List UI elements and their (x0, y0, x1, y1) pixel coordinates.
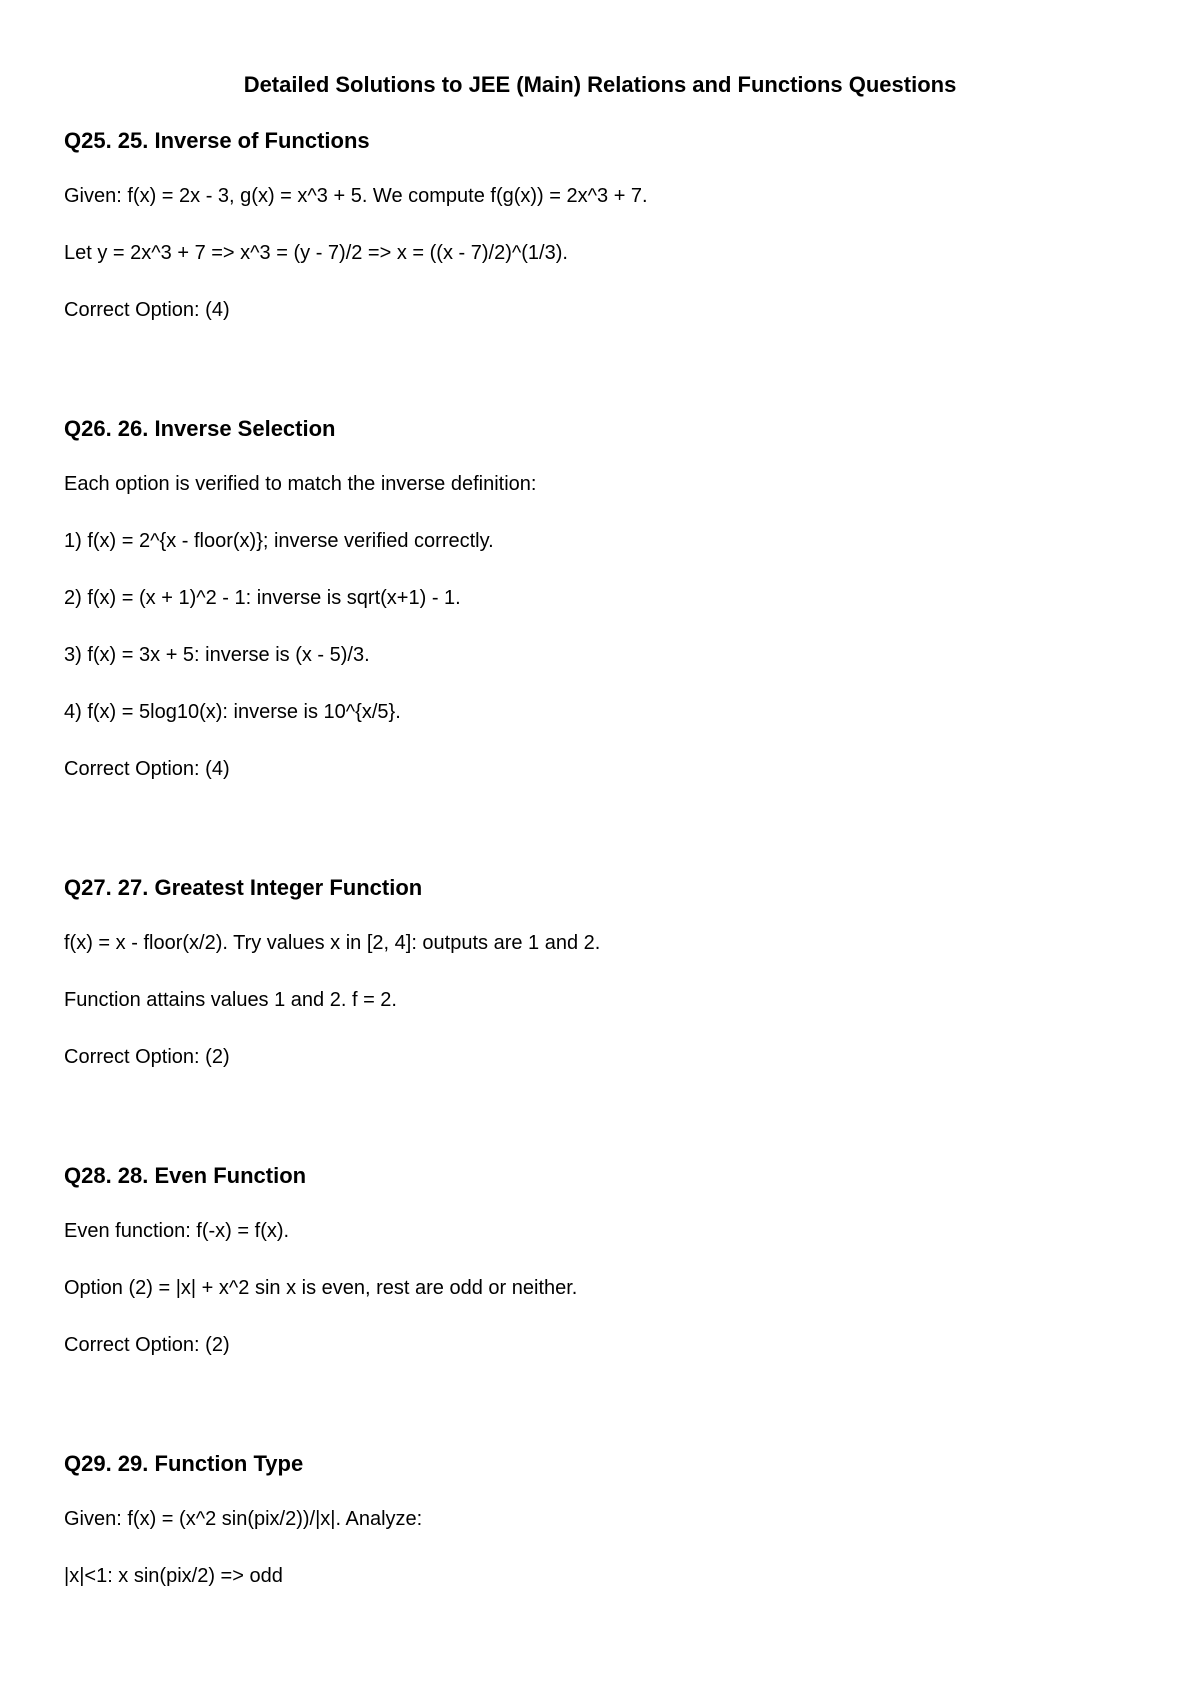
solution-line: f(x) = x - floor(x/2). Try values x in [2, 4]: outputs are 1 and 2. (64, 932, 601, 954)
solution-line: 4) f(x) = 5log10(x): inverse is 10^{x/5}. (64, 701, 401, 723)
solution-line: |x|<1: x sin(pix/2) => odd (64, 1565, 283, 1587)
correct-option: Correct Option: (4) (64, 758, 230, 780)
solution-line: Given: f(x) = (x^2 sin(pix/2))/|x|. Analyze: (64, 1508, 423, 1530)
solution-line: 2) f(x) = (x + 1)^2 - 1: inverse is sqrt(x+1) - 1. (64, 587, 461, 609)
question-heading-q27: Q27. 27. Greatest Integer Function (64, 875, 423, 900)
solution-line: 3) f(x) = 3x + 5: inverse is (x - 5)/3. (64, 644, 370, 666)
question-heading-q26: Q26. 26. Inverse Selection (64, 416, 336, 441)
solution-line: Even function: f(-x) = f(x). (64, 1220, 290, 1242)
solution-line: 1) f(x) = 2^{x - floor(x)}; inverse verified correctly. (64, 530, 494, 552)
correct-option: Correct Option: (2) (64, 1334, 230, 1356)
document-title: Detailed Solutions to JEE (Main) Relations and Functions Questions (243, 72, 957, 97)
question-heading-q28: Q28. 28. Even Function (64, 1163, 307, 1188)
solution-line: Option (2) = |x| + x^2 sin x is even, rest are odd or neither. (64, 1277, 578, 1299)
question-heading-q29: Q29. 29. Function Type (64, 1451, 304, 1476)
question-heading-q25: Q25. 25. Inverse of Functions (64, 128, 370, 153)
solution-line: Each option is verified to match the inverse definition: (64, 473, 537, 495)
solution-line: Given: f(x) = 2x - 3, g(x) = x^3 + 5. We compute f(g(x)) = 2x^3 + 7. (64, 185, 648, 207)
correct-option: Correct Option: (2) (64, 1046, 230, 1068)
solution-line: Function attains values 1 and 2. f = 2. (64, 989, 397, 1011)
solution-line: Let y = 2x^3 + 7 => x^3 = (y - 7)/2 => x = ((x - 7)/2)^(1/3). (64, 242, 568, 264)
correct-option: Correct Option: (4) (64, 299, 230, 321)
